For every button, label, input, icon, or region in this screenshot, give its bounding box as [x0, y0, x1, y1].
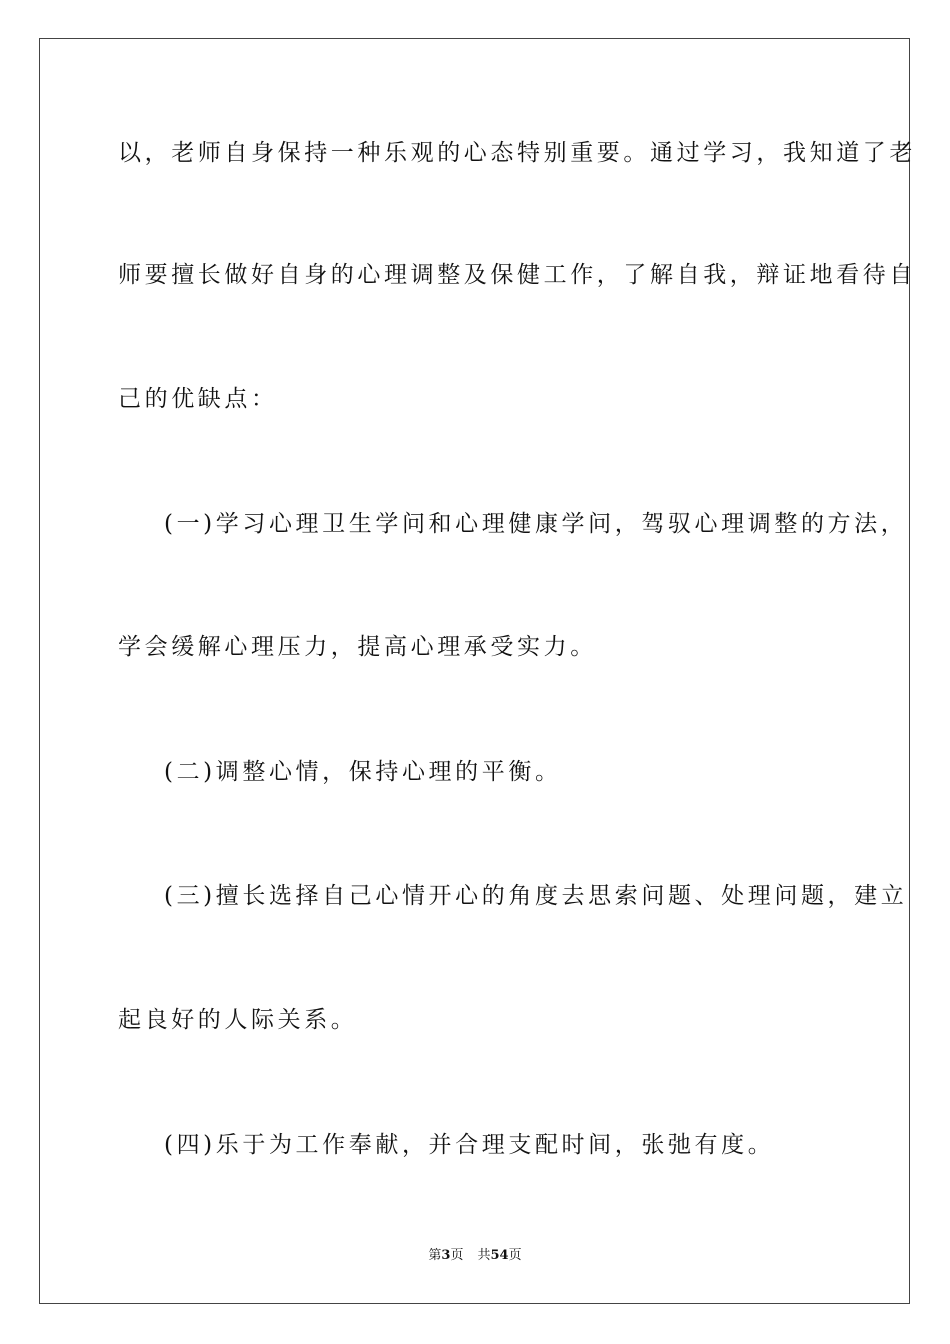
total-prefix: 共	[477, 1248, 491, 1263]
total-page-count: 54	[490, 1248, 509, 1263]
page-suffix: 页	[450, 1248, 464, 1263]
page-footer	[0, 1247, 950, 1265]
list-item-2: (二)调整心情，保持心理的平衡。	[164, 759, 562, 785]
page-border	[39, 38, 916, 1304]
list-item-1-line-1: (一)学习心理卫生学问和心理健康学问，驾驭心理调整的方法，	[164, 511, 908, 537]
page-prefix: 第	[428, 1248, 442, 1263]
list-item-1-line-2: 学会缓解心理压力，提高心理承受实力。	[118, 634, 597, 660]
total-suffix: 页	[508, 1248, 522, 1263]
list-item-4: (四)乐于为工作奉献，并合理支配时间，张弛有度。	[164, 1132, 775, 1158]
current-page-number: 3	[441, 1248, 451, 1263]
list-item-3-line-1: (三)擅长选择自己心情开心的角度去思索问题、处理问题，建立	[164, 883, 908, 909]
paragraph-line-3: 己的优缺点：	[118, 386, 278, 412]
paragraph-line-1: 以，老师自身保持一种乐观的心态特别重要。通过学习，我知道了老	[118, 140, 916, 166]
list-item-3-line-2: 起良好的人际关系。	[118, 1007, 358, 1033]
paragraph-line-2: 师要擅长做好自身的心理调整及保健工作，了解自我，辩证地看待自	[118, 262, 916, 288]
